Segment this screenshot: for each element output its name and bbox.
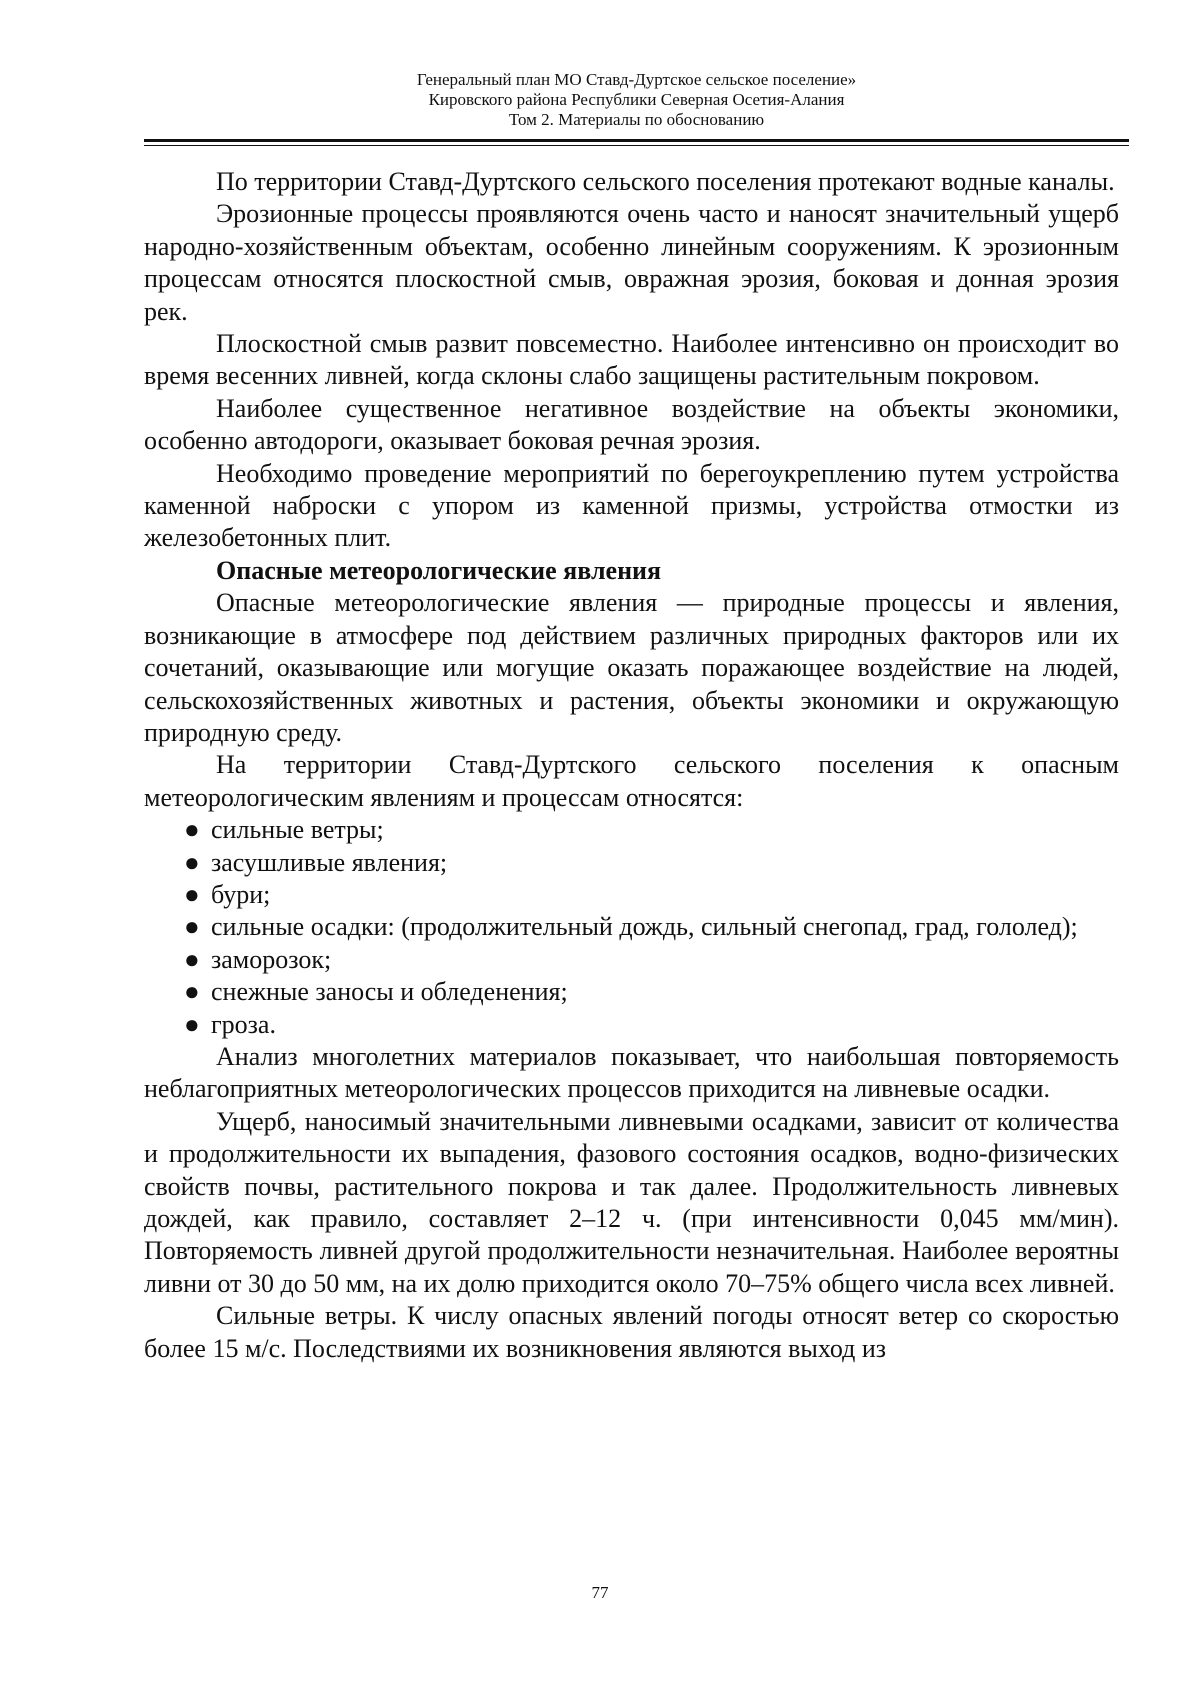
list-item [144, 1009, 1119, 1041]
bullet-icon: ● [184, 1009, 200, 1039]
bullet-icon: ● [184, 944, 200, 974]
list-item-text: засушливые явления; [211, 847, 448, 877]
bullet-icon: ● [184, 847, 200, 877]
hazard-list [144, 814, 1119, 1041]
list-item [144, 976, 1119, 1008]
list-item-text: заморозок; [211, 944, 332, 974]
paragraph: Анализ многолетних материалов показывает, что наибольшая повторяемость неблагоприятных метеорологических процессов приходится на ливневые осадки. [144, 1041, 1119, 1104]
header-line-3: Том 2. Материалы по обоснованию [508, 110, 765, 129]
list-item [144, 847, 1119, 879]
paragraph: Эрозионные процессы проявляются очень часто и наносят значительный ущерб народно-хозяйственным объектам, особенно линейным сооружениям. К эрозионным процессам относятся плоскостной смыв, овражная эрозия, боковая и донная эрозия рек. [144, 199, 1119, 326]
page-body [144, 166, 1119, 1365]
list-item [144, 911, 1119, 943]
list-item-text: сильные осадки: (продолжительный дождь, сильный снегопад, град, гололед); [211, 912, 1078, 942]
list-item-text: бури; [211, 879, 271, 909]
list-item-text: снежные заносы и обледенения; [211, 977, 568, 1007]
running-header [144, 70, 1129, 130]
paragraph: Наиболее существенное негативное воздействие на объекты экономики, особенно автодороги, оказывает боковая речная эрозия. [144, 393, 1119, 456]
list-item [144, 879, 1119, 911]
list-item-text: сильные ветры; [211, 815, 384, 845]
paragraph: На территории Ставд-Дуртского сельского поселения к опасным метеорологическим явлениям и процессам относятся: [144, 750, 1119, 812]
paragraph: Плоскостной смыв развит повсеместно. Наиболее интенсивно он происходит во время весенних ливней, когда склоны слабо защищены растительным покровом. [144, 329, 1119, 391]
bullet-icon: ● [184, 977, 200, 1007]
paragraph: Сильные ветры. К числу опасных явлений погоды относят ветер со скоростью более 15 м/с. Последствиями их возникновения являются выход из [144, 1301, 1119, 1363]
paragraph: Необходимо проведение мероприятий по берегоукреплению путем устройства каменной наброски с упором из каменной призмы, устройства отмостки из железобетонных плит. [144, 458, 1119, 553]
paragraph: Опасные метеорологические явления — природные процессы и явления, возникающие в атмосфере под действием различных природных факторов или их сочетаний, оказывающие или могущие оказать поражающее воздействие на людей, сельскохозяйственных животных и растения, объекты экономики и окружающую природную среду. [144, 588, 1119, 747]
list-item-text: гроза. [211, 1009, 276, 1039]
section-heading: Опасные метеорологические явления [216, 555, 662, 585]
header-line-2: Кировского района Республики Северная Осетия-Алания [428, 90, 845, 109]
page-number: 77 [591, 1583, 609, 1602]
bullet-icon: ● [184, 879, 200, 909]
header-line-1: Генеральный план МО Ставд-Дуртское сельское поселение» [416, 70, 857, 89]
paragraph: Ущерб, наносимый значительными ливневыми осадками, зависит от количества и продолжительности их выпадения, фазового состояния осадков, водно-физических свойств почвы, растительного покрова и так далее. Продолжительность ливневых дождей, как правило, составляет 2–12 ч. (при интенсивности 0,045 мм/мин). Повторяемость ливней другой продолжительности незначительная. Наиболее вероятны ливни от 30 до 50 мм, на их долю приходится около 70–75% общего числа всех ливней. [144, 1106, 1119, 1298]
header-double-rule [144, 139, 1129, 146]
list-item [144, 944, 1119, 976]
paragraph: По территории Ставд-Дуртского сельского поселения протекают водные каналы. [216, 167, 1115, 196]
list-item [144, 814, 1119, 846]
bullet-icon: ● [184, 815, 200, 845]
bullet-icon: ● [184, 912, 200, 942]
